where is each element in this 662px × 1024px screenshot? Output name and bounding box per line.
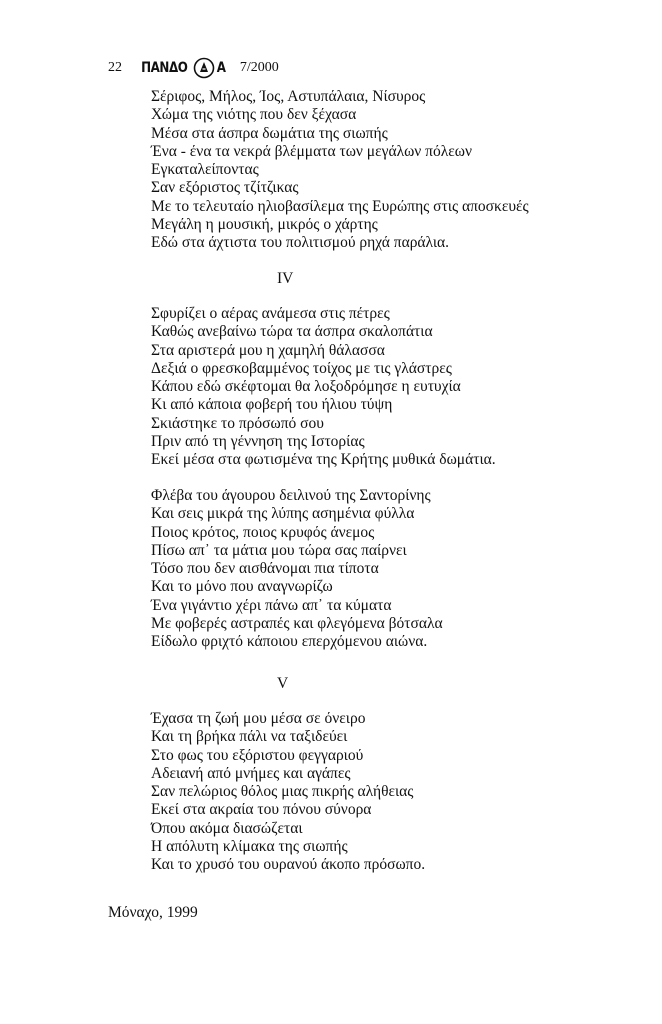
omega-emblem-icon: [193, 57, 215, 79]
logo-text-right: Α: [216, 60, 226, 76]
poem-line: Μεγάλη η μουσική, μικρός ο χάρτης: [151, 216, 378, 234]
poem-line: Καθώς ανεβαίνω τώρα τα άσπρα σκαλοπάτια: [151, 323, 433, 341]
poem-line: Η απόλυτη κλίμακα της σιωπής: [151, 838, 348, 856]
logo-text-left: ΠΑΝΔΟ: [141, 60, 188, 76]
stanza-2: [151, 305, 496, 470]
stanza-1: [151, 88, 529, 253]
poem-line: Τόσο που δεν αισθάνομαι πια τίποτα: [151, 560, 379, 578]
poem-line: Μέσα στα άσπρα δωμάτια της σιωπής: [151, 124, 388, 142]
poem-line: Εγκαταλείποντας: [151, 161, 259, 179]
poem-line: Και σεις μικρά της λύπης ασημένια φύλλα: [151, 505, 415, 523]
poem-line: Με το τελευταίο ηλιοβασίλεμα της Ευρώπης στις αποσκευές: [151, 197, 529, 215]
poem-line: Και το χρυσό του ουρανού άκοπο πρόσωπο.: [151, 856, 426, 874]
journal-logo: [137, 57, 226, 79]
stanza-4: [151, 710, 425, 875]
poem-line: Στο φως του εξόριστου φεγγαριού: [151, 746, 364, 764]
page-header: [108, 56, 279, 80]
poem-line: Έχασα τη ζωή μου μέσα σε όνειρο: [151, 710, 366, 727]
poem-line: Και τη βρήκα πάλι να ταξιδεύει: [151, 728, 348, 746]
poem-signature: Μόναχο, 1999: [108, 904, 198, 921]
poem-line: Και το μόνο που αναγνωρίζω: [151, 578, 333, 596]
poem-line: Σφυρίζει ο αέρας ανάμεσα στις πέτρες: [151, 305, 390, 322]
issue-date: 7/2000: [239, 60, 279, 75]
poem-line: Εκεί στα ακραία του πόνου σύνορα: [151, 801, 372, 819]
stanza-3: [151, 487, 443, 652]
poem-line: Δεξιά ο φρεσκοβαμμένος τοίχος με τις γλάστρες: [151, 359, 452, 377]
poem-line: Σαν εξόριστος τζίτζικας: [151, 179, 299, 197]
poem-line: Ένα - ένα τα νεκρά βλέμματα των μεγάλων πόλεων: [151, 142, 472, 160]
page-number: 22: [108, 60, 122, 75]
section-heading-v: V: [277, 675, 289, 692]
poem-line: Σκιάστηκε το πρόσωπό σου: [151, 414, 324, 432]
poem-line: Είδωλο φριχτό κάποιου επερχόμενου αιώνα.: [151, 633, 428, 651]
poem-line: Όπου ακόμα διασώζεται: [151, 819, 303, 837]
poem-line: Κάπου εδώ σκέφτομαι θα λοξοδρόμησε η ευτυχία: [151, 378, 461, 396]
poem-line: Ποιος κρότος, ποιος κρυφός άνεμος: [151, 523, 375, 541]
poem-line: Χώμα της νιότης που δεν ξέχασα: [151, 106, 357, 124]
poem-line: Με φοβερές αστραπές και φλεγόμενα βότσαλα: [151, 615, 443, 633]
poem-line: Φλέβα του άγουρου δειλινού της Σαντορίνης: [151, 487, 431, 504]
poem-line: Σαν πελώριος θόλος μιας πικρής αλήθειας: [151, 783, 414, 801]
poem-line: Εδώ στα άχτιστα του πολιτισμού ρηχά παράλια.: [151, 234, 450, 252]
poem-line: Στα αριστερά μου η χαμηλή θάλασσα: [151, 341, 385, 359]
poem-line: Κι από κάποια φοβερή του ήλιου τύψη: [151, 396, 393, 414]
poem-line: Σέριφος, Μήλος, Ίος, Αστυπάλαια, Νίσυρος: [151, 88, 426, 105]
poem-line: Πριν από τη γέννηση της Ιστορίας: [151, 433, 365, 451]
poem-line: Αδειανή από μνήμες και αγάπες: [151, 764, 351, 782]
poem-line: Εκεί μέσα στα φωτισμένα της Κρήτης μυθικά δωμάτια.: [151, 451, 496, 469]
poem-line: Ένα γιγάντιο χέρι πάνω απ᾽ τα κύματα: [151, 596, 392, 614]
section-heading-iv: IV: [277, 270, 294, 287]
poem-line: Πίσω απ᾽ τα μάτια μου τώρα σας παίρνει: [151, 541, 407, 559]
